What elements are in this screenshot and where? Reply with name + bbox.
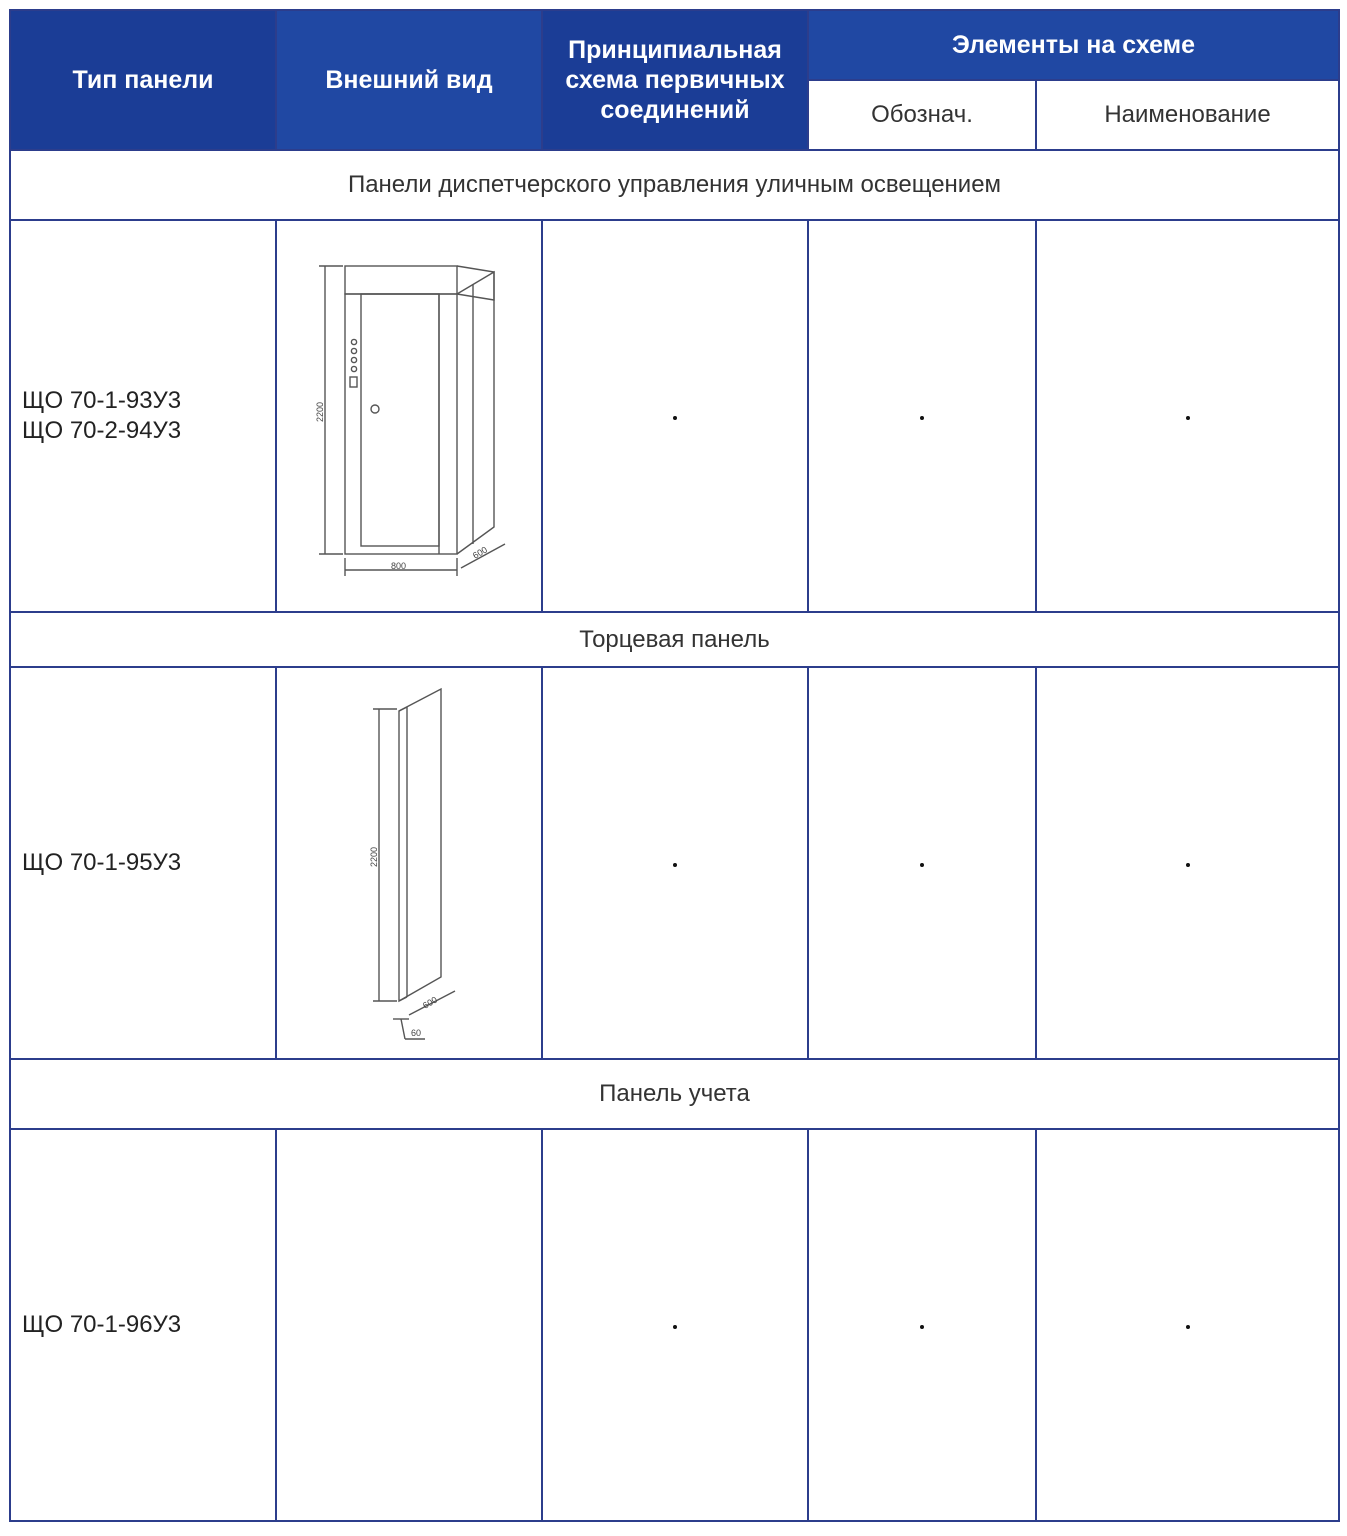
empty-marker — [1186, 863, 1190, 867]
specification-table — [9, 9, 1340, 1522]
name-cell — [1036, 220, 1339, 612]
header-elements: Элементы на схеме — [808, 10, 1339, 80]
end-panel-height-label: 2200 — [369, 846, 379, 867]
header-scheme — [542, 10, 808, 150]
panel-type-cell — [10, 220, 276, 612]
header-name: Наименование — [1036, 80, 1339, 150]
empty-marker — [673, 863, 677, 867]
end-panel-drawing — [277, 669, 539, 1057]
empty-marker — [1186, 1325, 1190, 1329]
panel-type-cell — [10, 667, 276, 1059]
panel-type: ЩО 70-1-96У3 — [22, 1311, 182, 1338]
panel-type: ЩО 70-1-95У3 — [22, 849, 182, 876]
header-scheme-line-1: Принципиальная — [568, 36, 782, 64]
empty-marker — [920, 863, 924, 867]
cabinet-height-label: 2200 — [315, 401, 325, 422]
empty-marker — [1186, 416, 1190, 420]
scheme-cell — [542, 220, 808, 612]
lock-icon — [371, 405, 379, 413]
cabinet-depth-label: 600 — [471, 544, 490, 561]
appearance-cell — [276, 220, 542, 612]
header-view: Внешний вид — [276, 10, 542, 150]
scheme-cell — [542, 1129, 808, 1521]
table-row — [10, 667, 1339, 1059]
end-panel-depth-label: 600 — [421, 994, 440, 1011]
empty-marker — [920, 1325, 924, 1329]
cabinet-side — [457, 272, 494, 554]
table-row — [10, 220, 1339, 612]
designation-cell — [808, 1129, 1036, 1521]
cabinet-drawing — [277, 222, 539, 610]
header-type: Тип панели — [10, 10, 276, 150]
section-row — [10, 612, 1339, 667]
section-title: Панели диспетчерского управления уличным освещением — [10, 150, 1339, 220]
appearance-cell — [276, 667, 542, 1059]
scheme-cell — [542, 667, 808, 1059]
designation-cell — [808, 667, 1036, 1059]
empty-marker — [920, 416, 924, 420]
section-title: Панель учета — [10, 1059, 1339, 1129]
cabinet-body-outline — [345, 294, 457, 554]
section-title: Торцевая панель — [10, 612, 1339, 667]
panel-type-cell — [10, 1129, 276, 1521]
header-scheme-line-3: соединений — [600, 96, 750, 124]
end-panel-thickness-label: 60 — [411, 1028, 422, 1038]
name-cell — [1036, 667, 1339, 1059]
table-row — [10, 1129, 1339, 1521]
designation-cell — [808, 220, 1036, 612]
empty-marker — [673, 416, 677, 420]
end-panel-outline — [399, 689, 441, 1001]
appearance-cell — [276, 1129, 542, 1521]
section-row — [10, 150, 1339, 220]
empty-marker — [673, 1325, 677, 1329]
name-cell — [1036, 1129, 1339, 1521]
panel-type: ЩО 70-1-93У3 — [22, 387, 182, 414]
cabinet-width-label: 800 — [391, 561, 407, 571]
header-scheme-line-2: схема первичных — [565, 66, 785, 94]
panel-type: ЩО 70-2-94У3 — [22, 417, 182, 444]
cabinet-door — [361, 294, 439, 546]
section-row — [10, 1059, 1339, 1129]
cabinet-top-outline — [345, 266, 457, 294]
header-designation: Обознач. — [808, 80, 1036, 150]
